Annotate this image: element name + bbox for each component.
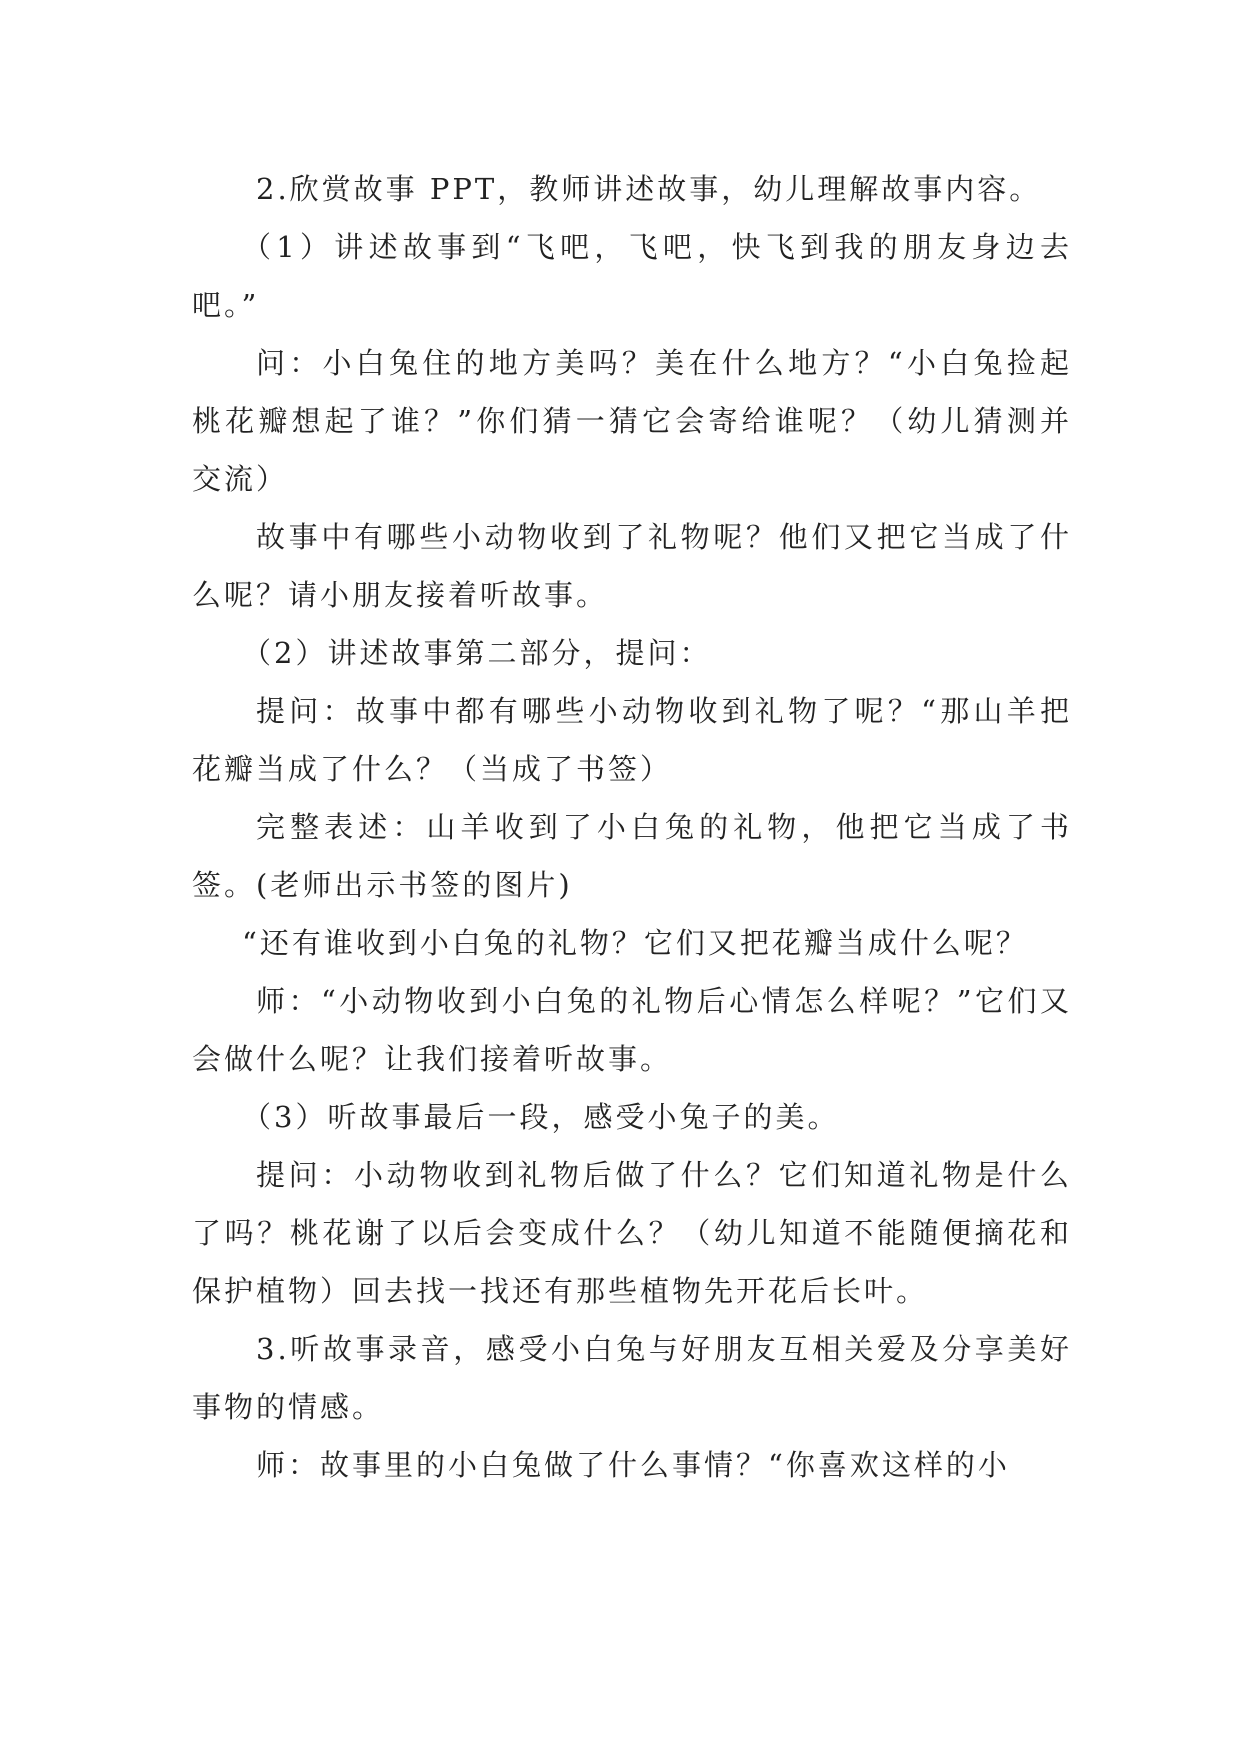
paragraph-6: 提问：故事中都有哪些小动物收到礼物了呢？“那山羊把花瓣当成了什么？（当成了书签）: [192, 694, 1072, 786]
paragraph-8: “还有谁收到小白兔的礼物？它们又把花瓣当成什么呢？: [242, 926, 1028, 960]
paragraph-1: 2.欣赏故事 PPT，教师讲述故事，幼儿理解故事内容。: [256, 172, 1042, 206]
paragraph-4: 故事中有哪些小动物收到了礼物呢？他们又把它当成了什么呢？请小朋友接着听故事。: [192, 520, 1072, 612]
paragraph-7: 完整表述：山羊收到了小白兔的礼物，他把它当成了书签。(老师出示书签的图片): [192, 810, 1072, 902]
paragraph-12: 3.听故事录音，感受小白兔与好朋友互相关爱及分享美好事物的情感。: [192, 1332, 1072, 1424]
paragraph-2: （1）讲述故事到“飞吧，飞吧，快飞到我的朋友身边去吧。”: [192, 230, 1072, 322]
paragraph-11: 提问：小动物收到礼物后做了什么？它们知道礼物是什么了吗？桃花谢了以后会变成什么？（幼儿知道不能随便摘花和保护植物）回去找一找还有那些植物先开花后长叶。: [192, 1158, 1072, 1308]
document-body: [192, 160, 1072, 1494]
paragraph-5: （2）讲述故事第二部分，提问：: [242, 636, 712, 670]
paragraph-10: （3）听故事最后一段，感受小兔子的美。: [242, 1100, 840, 1134]
paragraph-3: 问：小白兔住的地方美吗？美在什么地方？“小白兔捡起桃花瓣想起了谁？”你们猜一猜它会寄给谁呢？（幼儿猜测并交流）: [192, 346, 1072, 496]
paragraph-13: 师：故事里的小白兔做了什么事情？“你喜欢这样的小: [256, 1448, 1010, 1482]
paragraph-9: 师：“小动物收到小白兔的礼物后心情怎么样呢？”它们又会做什么呢？让我们接着听故事。: [192, 984, 1072, 1076]
